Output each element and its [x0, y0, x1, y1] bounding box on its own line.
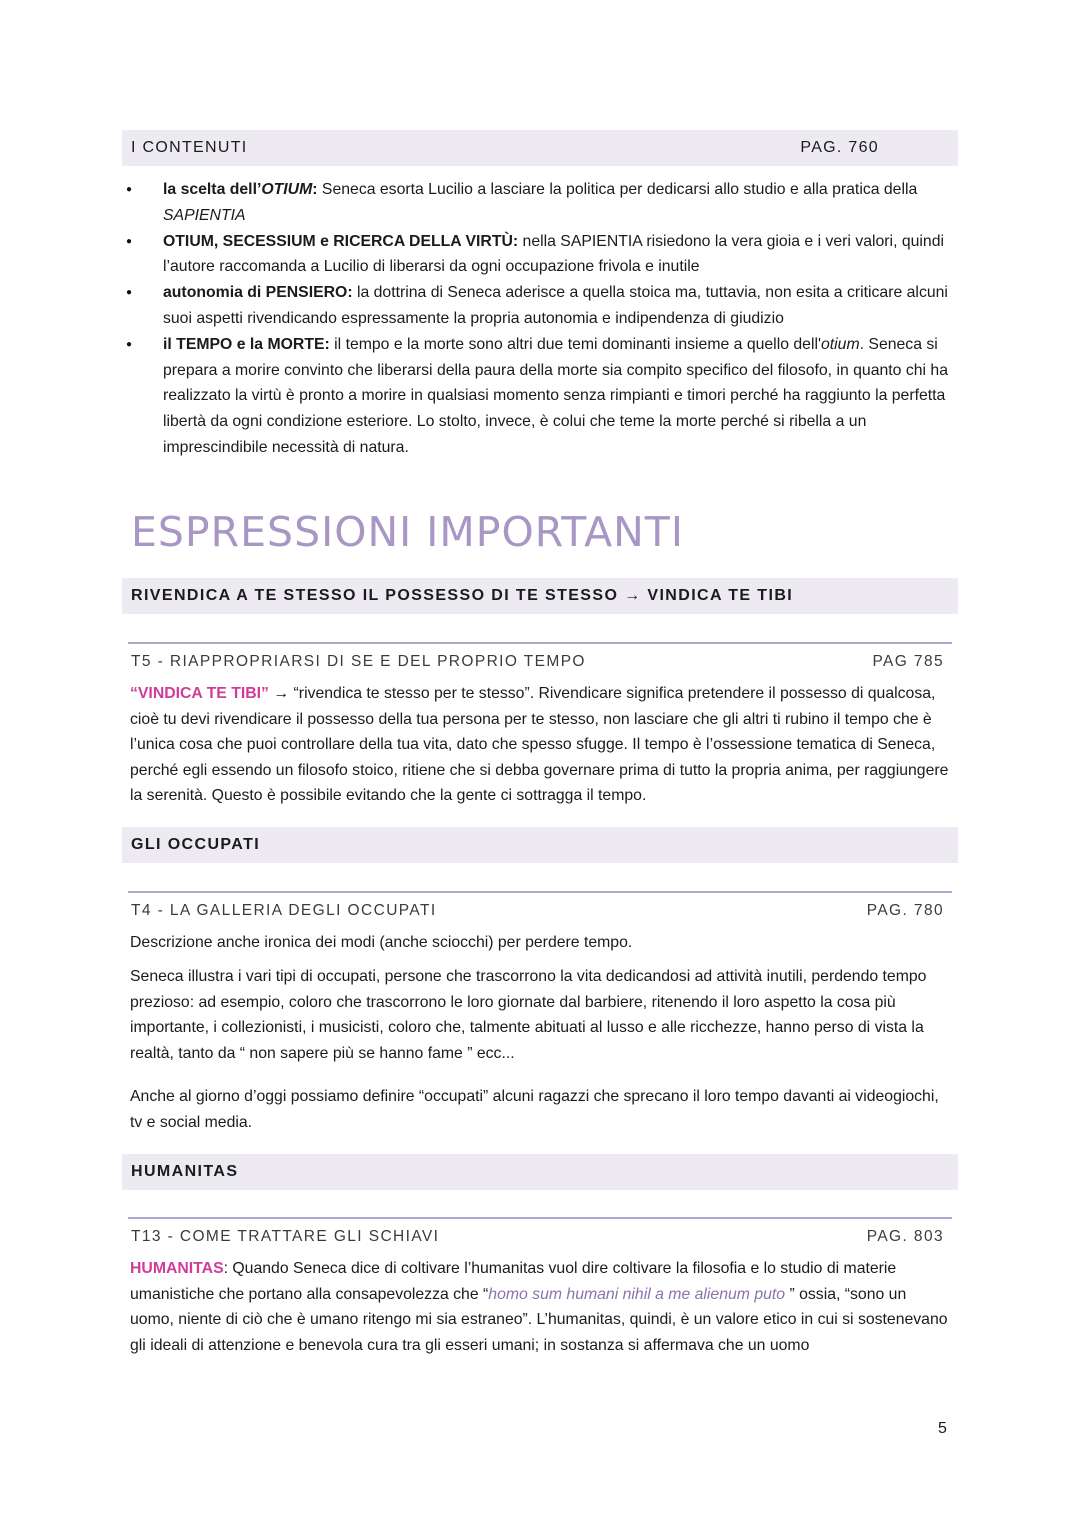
bullet-title: il TEMPO e la MORTE: [163, 335, 330, 353]
humanitas-text-continued: ” ossia, “sono un uomo, niente di ciò che è umano ritengo mi sia estraneo”. L’humanitas, quindi, è un valore etico in cui si sostenevano gli ideali di attenzione e benevola cura tra gli esseri umani; in sostanza si affermava che un uomo [130, 1285, 948, 1354]
t5-title: T5 - RIAPPROPRIARSI DI SE E DEL PROPRIO TEMPO [131, 653, 586, 670]
bullet-text: la dottrina di Seneca aderisce a quella stoica ma, tuttavia, non esita a criticare alcuni suoi aspetti rivendicando espressamente la propria autonomia e indipendenza di giudizio [163, 284, 948, 327]
occupati-bar [122, 827, 958, 863]
humanitas-paragraph [130, 1256, 952, 1358]
bullet-item [126, 229, 956, 281]
page-number: 5 [938, 1420, 947, 1437]
vindica-bar-label: RIVENDICA A TE STESSO IL POSSESSO DI TE STESSO → VINDICA TE TIBI [131, 587, 794, 604]
bullet-title-emphasis: OTIUM [261, 181, 313, 198]
section-heading: ESPRESSIONI IMPORTANTI [131, 508, 684, 556]
contents-page-ref: PAG. 760 [800, 139, 879, 156]
humanitas-bar-label: HUMANITAS [131, 1163, 239, 1180]
bullet-title-colon: : [312, 181, 318, 198]
occupati-intro: Descrizione anche ironica dei modi (anche sciocchi) per perdere tempo. [130, 934, 633, 951]
humanitas-latin-quote: homo sum humani nihil a me alienum puto [488, 1285, 786, 1303]
t5-subheader [128, 642, 952, 671]
occupati-bar-label: GLI OCCUPATI [131, 836, 261, 853]
bullet-text-emphasis: SAPIENTIA [163, 206, 246, 224]
bullet-title: la scelta dell’ [163, 181, 262, 198]
t4-title: T4 - LA GALLERIA DEGLI OCCUPATI [131, 902, 437, 919]
humanitas-key-term: HUMANITAS [130, 1260, 224, 1277]
humanitas-bar [122, 1154, 958, 1190]
humanitas-text: : Quando Seneca dice di coltivare l’humanitas vuol dire coltivare la filosofia e lo studio di materie umanistiche che portano alla consapevolezza che “ [130, 1260, 897, 1303]
t13-subheader [128, 1217, 952, 1246]
occupati-modern: Anche al giorno d’oggi possiamo definire “occupati” alcuni ragazzi che sprecano il loro tempo davanti ai videogiochi, tv e social media. [130, 1088, 939, 1131]
bullet-item [126, 332, 956, 461]
vindica-text: → “rivendica te stesso per te stesso”. Rivendicare significa pretendere il possesso di qualcosa, cioè tu devi rivendicare il possesso della tua persona per te stesso, non lasciare che gli altri ti rubino il tempo che è l’unica cosa che puoi controllare della tua vita, dato che spesso sfugge. Il tempo è l’ossessione tematica di Seneca, perché egli essendo un filosofo stoico, ritiene che si debba governare prima di tutto la propria anima, per raggiungere la serenità. Questo è possibile evitando che la gente ci sottragga il tempo. [130, 685, 949, 805]
bullet-item [126, 280, 956, 332]
t5-page-ref: PAG 785 [872, 653, 944, 670]
bullet-item [126, 177, 956, 229]
vindica-paragraph [130, 681, 952, 809]
bullet-text: Seneca esorta Lucilio a lasciare la politica per dedicarsi allo studio e alla pratica della [317, 181, 918, 198]
contents-label: I CONTENUTI [131, 139, 248, 156]
bullet-text-continued: . Seneca si prepara a morire convinto che liberarsi della paura della morte sia compito specifico del filosofo, in quanto chi ha realizzato la virtù è pronto a morire in qualsiasi momento senza rimpianti e timori perché ha raggiunto la perfetta libertà da ogni condizione esteriore. Lo stolto, invece, è colui che teme la morte perché si ribella a un imprescindibile necessità di natura. [163, 335, 949, 456]
bullet-title: OTIUM, SECESSIUM e RICERCA DELLA VIRTÙ: [163, 232, 519, 250]
vindica-bar [122, 578, 958, 614]
contents-header-bar [122, 130, 958, 166]
bullet-text: nella SAPIENTIA risiedono la vera gioia e i veri valori, quindi l’autore raccomanda a Lucilio di liberarsi da ogni occupazione frivola e inutile [163, 232, 945, 276]
t13-page-ref: PAG. 803 [866, 1228, 944, 1245]
t4-subheader [128, 891, 952, 920]
bullet-title: autonomia di PENSIERO: [163, 284, 353, 302]
contents-bullet-list [126, 177, 956, 461]
t4-page-ref: PAG. 780 [866, 902, 944, 919]
bullet-text-emphasis: otium [820, 335, 860, 353]
occupati-description: Seneca illustra i vari tipi di occupati, persone che trascorrono la vita dedicandosi ad attività inutili, perdendo tempo prezioso: ad esempio, coloro che trascorrono le loro giornate dal barbiere, ritenendo il loro aspetto la cosa più importante, i collezionisti, i musicisti, coloro che, talmente abituati al lusso e alle ricchezze, hanno perso di vista la realtà, tanto da “ non sapere più se hanno fame ” ecc... [130, 968, 927, 1062]
vindica-key-term: “VINDICA TE TIBI” [130, 685, 269, 702]
t13-title: T13 - COME TRATTARE GLI SCHIAVI [131, 1228, 440, 1245]
bullet-text: il tempo e la morte sono altri due temi dominanti insieme a quello dell' [329, 335, 821, 353]
